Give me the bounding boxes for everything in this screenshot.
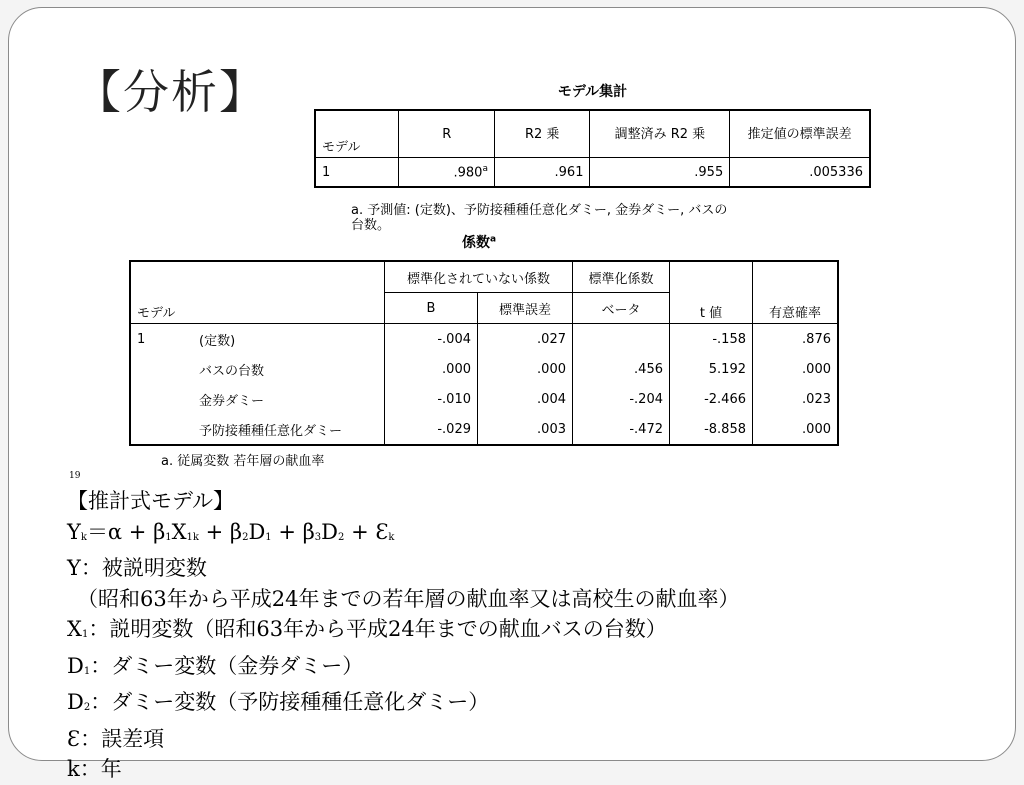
cell-model-no: 1 [137, 331, 146, 347]
cell-t: -.158 [670, 324, 753, 355]
header-unstandardized: 標準化されていない係数 [385, 261, 573, 293]
cell-name: バスの台数 [193, 354, 385, 384]
header-model: モデル [130, 261, 385, 324]
header-t: t 値 [670, 261, 753, 324]
cell-t: -2.466 [670, 384, 753, 414]
y-definition: Y：被説明変数 [67, 556, 207, 580]
d1-definition: D1：ダミー変数（金券ダミー） [67, 653, 364, 678]
header-adj-r2: 調整済み R2 乗 [590, 110, 730, 158]
header-model: モデル [315, 110, 399, 158]
model-summary-footnote: a. 予測値: (定数)、予防接種種任意化ダミー, 金券ダミー, バスの 台数。 [351, 203, 728, 233]
cell-b: -.029 [385, 414, 478, 445]
cell-beta: -.472 [573, 414, 670, 445]
table-header-row [315, 110, 870, 158]
cell-b: -.010 [385, 384, 478, 414]
cell-p: .876 [753, 324, 839, 355]
cell-beta: -.204 [573, 384, 670, 414]
coefficients-footnote: a. 従属変数 若年層の献血率 [161, 454, 325, 469]
model-equation: Yk＝α + β1X1k + β2D1 + β3D2 + Ɛk [67, 519, 395, 544]
model-summary-table [314, 109, 871, 188]
table-row [130, 414, 838, 445]
cell-t: -8.858 [670, 414, 753, 445]
table-row [130, 324, 838, 355]
cell-adj-r2: .955 [590, 158, 730, 188]
cell-se: .003 [478, 414, 573, 445]
d2-definition: D2：ダミー変数（予防接種種任意化ダミー） [67, 690, 490, 714]
cell-se: .027 [478, 324, 573, 355]
model-heading: 【推計式モデル】 [67, 489, 234, 513]
cell-se: .000 [478, 354, 573, 384]
coefficients-table [129, 260, 839, 446]
model-description [67, 486, 739, 785]
cell-p: .023 [753, 384, 839, 414]
x1-definition: X1：説明変数（昭和63年から平成24年までの献血バスの台数） [67, 617, 667, 641]
cell-t: 5.192 [670, 354, 753, 384]
header-b: B [385, 293, 478, 324]
error-definition: Ɛ：誤差項 [67, 726, 165, 751]
coefficients-caption: 係数$^a$ [461, 234, 497, 251]
table-row [130, 354, 838, 384]
cell-name: (定数) [193, 324, 385, 355]
header-std-error: 推定値の標準誤差 [730, 110, 870, 158]
cell-r2: .961 [494, 158, 590, 188]
slide-title: 【分析】 [75, 65, 267, 119]
page-number: 19 [69, 471, 81, 481]
header-p: 有意確率 [753, 261, 839, 324]
cell-r: .980$^a$ [399, 158, 495, 188]
header-se: 標準誤差 [478, 293, 573, 324]
cell-p: .000 [753, 354, 839, 384]
cell-beta [573, 324, 670, 355]
cell-se: .004 [478, 384, 573, 414]
cell-p: .000 [753, 414, 839, 445]
header-r2: R2 乗 [494, 110, 590, 158]
header-beta: ベータ [573, 293, 670, 324]
cell-name: 予防接種種任意化ダミー [193, 414, 385, 445]
table-header-row [130, 261, 838, 293]
table-row [130, 384, 838, 414]
cell-beta: .456 [573, 354, 670, 384]
cell-b: -.004 [385, 324, 478, 355]
cell-model: 1 [315, 158, 399, 188]
cell-b: .000 [385, 354, 478, 384]
slide [8, 7, 1016, 781]
cell-name: 金券ダミー [193, 384, 385, 414]
header-r: R [399, 110, 495, 158]
header-standardized: 標準化係数 [573, 261, 670, 293]
table-row [315, 158, 870, 188]
k-definition: k：年 [67, 757, 122, 781]
y-detail: （昭和63年から平成24年までの若年層の献血率又は高校生の献血率） [77, 586, 740, 611]
cell-std-error: .005336 [730, 158, 870, 188]
model-summary-caption: モデル集計 [557, 84, 628, 100]
